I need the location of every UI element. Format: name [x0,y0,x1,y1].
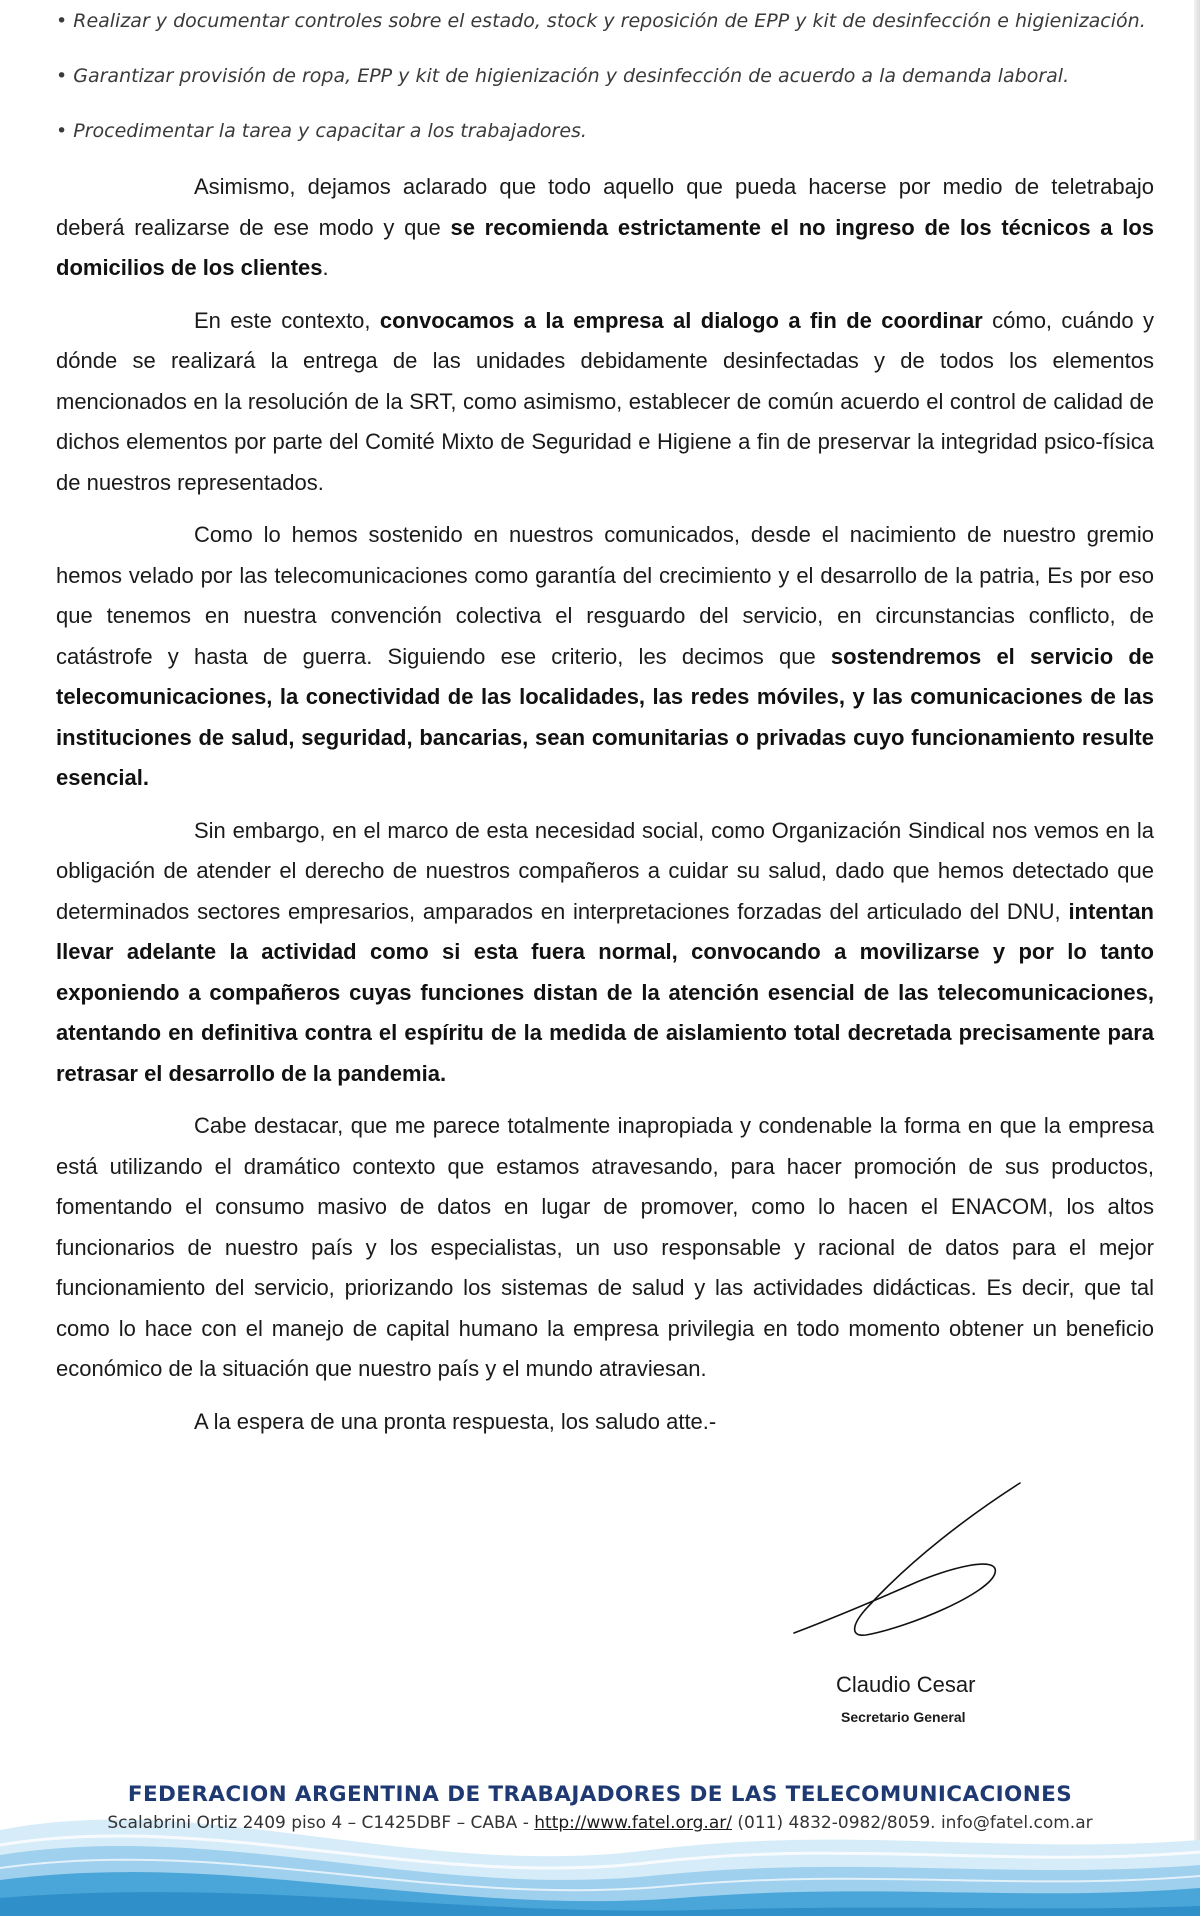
footer-contact: (011) 4832-0982/8059. info@fatel.com.ar [731,1813,1093,1833]
paragraph-dialogo [56,301,1154,504]
paragraph-bold-text: se recomienda estrictamente el no ingreso de los técnicos a los domicilios de los clientes [56,214,1155,280]
paragraph-text: . [322,255,329,280]
footer-website-link[interactable]: http://www.fatel.org.ar/ [534,1813,732,1833]
signer-role: Secretario General [841,1709,966,1725]
paragraph-text: En este contexto, [194,307,380,333]
paragraph-bold-text: convocamos a la empresa al dialogo a fin de coordinar [379,307,983,333]
paragraph-text: A la espera de una pronta respuesta, los saludo atte.- [194,1408,717,1434]
footer-address-text: Scalabrini Ortiz 2409 piso 4 – C1425DBF – CABA - [107,1813,535,1833]
paragraph-closing [56,1402,1154,1443]
footer-address [0,1813,1200,1833]
bullet-item: • Procedimentar la tarea y capacitar a los trabajadores. [56,120,587,142]
paragraph-text: Como lo hemos sostenido en nuestros comunicados, desde el nacimiento de nuestro gremio hemos velado por las telecomunicaciones como garantía del crecimiento y el desarrollo de la patria, Es por eso que tenemos en nuestra convención colectiva el resguardo del servicio, en circunstancias conflicto, de catástrofe y hasta de guerra. Siguiendo ese criterio, les decimos que [56,522,1154,669]
bullet-item: • Realizar y documentar controles sobre el estado, stock y reposición de EPP y kit de desinfección e higienización. [56,10,1146,32]
paragraph-bold-text: intentan llevar adelante la actividad como si esta fuera normal, convocando a movilizarse y por lo tanto exponiendo a compañeros cuyas funciones distan de la atención esencial de las telecomunicaciones, atentando en definitiva contra el espíritu de la medida de aislamiento total decretada precisamente para retrasar el desarrollo de la pandemia. [56,898,1154,1086]
paragraph-promocion [56,1106,1154,1390]
paragraph-servicio [56,515,1154,799]
signer-name: Claudio Cesar [836,1672,976,1697]
paragraph-text: Asimismo, dejamos aclarado que todo aquello que pueda hacerse por medio de teletrabajo deberá realizarse de ese modo y que [56,174,1154,240]
paragraph-bold-text: sostendremos el servicio de telecomunicaciones, la conectividad de las localidades, las redes móviles, y las comunicaciones de las instituciones de salud, seguridad, bancarias, sean comunitarias o privadas cuyo funcionamiento resulte esencial. [56,643,1155,790]
letter-body [56,167,1154,1454]
paragraph-text: Cabe destacar, que me parece totalmente inapropiada y condenable la forma en que la empresa está utilizando el dramático contexto que estamos atravesando, para hacer promoción de sus productos, fomentando el consumo masivo de datos en lugar de promover, como lo hacen el ENACOM, los altos funcionarios de nuestro país y los especialistas, un uso responsable y racional de datos para el mejor funcionamiento del servicio, priorizando los sistemas de salud y las actividades didácticas. Es decir, que tal como lo hace con el manejo de capital humano la empresa privilegia en todo momento obtener un beneficio económico de la situación que nuestro país y el mundo atraviesan. [56,1113,1154,1381]
paragraph-text: Sin embargo, en el marco de esta necesidad social, como Organización Sindical nos vemos en la obligación de atender el derecho de nuestros compañeros a cuidar su salud, dado que hemos detectado que determinados sectores empresarios, amparados en interpretaciones forzadas del articulado del DNU, [56,817,1154,924]
footer-organization: FEDERACION ARGENTINA DE TRABAJADORES DE LAS TELECOMUNICACIONES [127,1782,1073,1807]
paragraph-text: cómo, cuándo y dónde se realizará la entrega de las unidades debidamente desinfectadas y de todos los elementos mencionados en la resolución de la SRT, como asimismo, establecer de común acuerdo el control de calidad de dichos elementos por parte del Comité Mixto de Seguridad e Higiene a fin de preservar la integridad psico-física de nuestros representados. [56,307,1154,495]
handwritten-signature [790,1475,1030,1645]
paragraph-dnu [56,811,1154,1095]
paragraph-teletrabajo [56,167,1154,289]
page-edge [1194,0,1200,1916]
bullet-list [56,6,1156,171]
bullet-item: • Garantizar provisión de ropa, EPP y kit de higienización y desinfección de acuerdo a la demanda laboral. [56,65,1070,87]
